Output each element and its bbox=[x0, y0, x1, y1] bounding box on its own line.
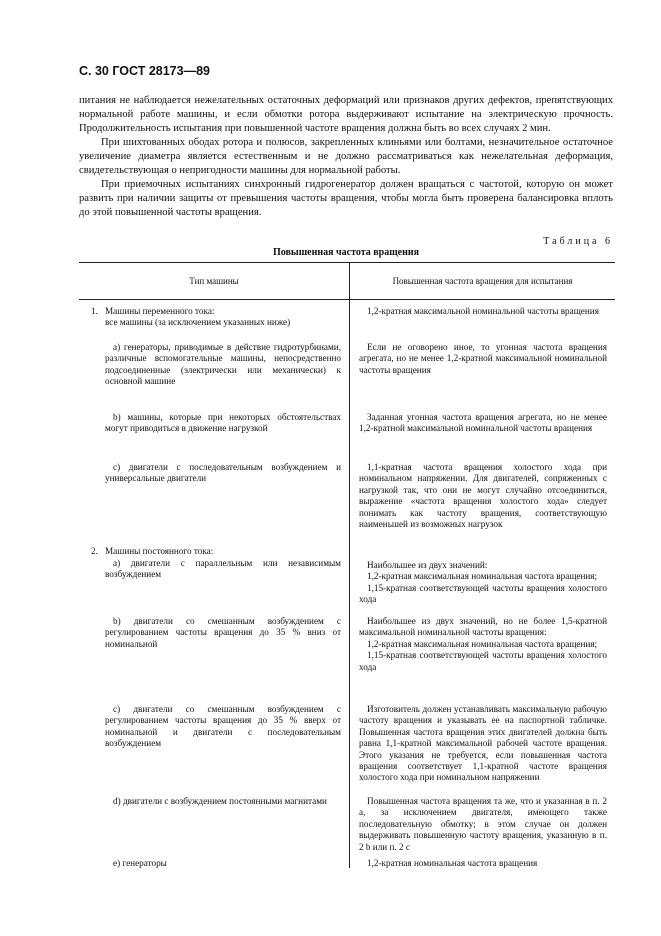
table-cell-type: е) генераторы bbox=[113, 858, 167, 868]
table-cell-type: b) машины, которые при некоторых обстоятельствах могут приводиться в движение нагрузкой bbox=[105, 412, 341, 434]
value-line: 1,2-кратная максимальная номинальная частота вращения; bbox=[367, 638, 598, 649]
table-label: Таблица 6 bbox=[543, 236, 613, 247]
table-cell-value bbox=[359, 616, 607, 673]
table-cell-type: а) двигатели с параллельным или независимым возбуждением bbox=[105, 558, 341, 580]
section-1-heading bbox=[91, 306, 341, 329]
table-cell-type: с) двигатели со смешанным возбуждением с регулированием частоты вращения до 35 % вверх от номинальной и двигатели с последовательным возбуждением bbox=[105, 704, 341, 749]
column-divider bbox=[349, 300, 350, 868]
table-cell-value: Заданная угонная частота вращения агрегата, но не менее 1,2-кратной максимальной номинальной частоты вращения bbox=[359, 412, 607, 434]
table-cell-value: 1,2-кратная номинальная частота вращения bbox=[367, 858, 538, 868]
value-line: 1,15-кратная соответствующей частоты вращения холостого хода bbox=[359, 582, 607, 605]
section-number: 1. bbox=[91, 306, 98, 316]
table-cell-value: Повышенная частота вращения та же, что и указанная в п. 2 а, за исключением двигателя, имеющего также последовательную обмотку; в этом случае он должен выдерживать повышенную частоту вращения, указанную в п. 2 b или п. 2 с bbox=[359, 796, 607, 852]
table-cell-type: а) генераторы, приводимые в действие гидротурбинами, различные вспомогательные машины, непосредственно подсоединенные (электрически или механически) к основной машине bbox=[105, 342, 341, 387]
section-title: Машины переменного тока: bbox=[105, 306, 215, 316]
col-header-machine-type: Тип машины bbox=[189, 276, 239, 286]
table-cell-value: 1,1-кратная частота вращения холостого хода при номинальном напряжении. Для двигателей, сопряженных с нагрузкой так, что они не могут случайно отсоединиться, выражение «частота вращения холостого хода» следует понимать как частоту вращения, соответствующую наименьшей из возможных нагрузок bbox=[359, 462, 607, 530]
col-header-test-speed: Повышенная частота вращения для испытания bbox=[349, 263, 615, 299]
table-cell-value: 1,2-кратная максимальной номинальной частоты вращения bbox=[367, 306, 599, 316]
table-header-row bbox=[79, 263, 615, 299]
value-line: Наибольшее из двух значений: bbox=[367, 560, 488, 570]
table-title: Повышенная частота вращения bbox=[272, 247, 420, 258]
section-title: Машины постоянного тока: bbox=[105, 546, 214, 556]
table-cell-value bbox=[359, 560, 607, 606]
value-line: 1,15-кратная соответствующей частоты вращения холостого хода bbox=[359, 650, 607, 672]
paragraph: питания не наблюдается нежелательных остаточных деформаций или признаков других дефектов, препятствующих нормальной работе машины, и если обмотки ротора выдерживают испытание на электрическую прочность. Продолжительность испытания при повышенной частоте вращения должна быть во всех случаях 2 мин. bbox=[79, 95, 613, 134]
table-cell-type: с) двигатели с последовательным возбуждением и универсальные двигатели bbox=[105, 462, 341, 484]
section-2-heading bbox=[91, 546, 341, 557]
speed-table bbox=[79, 262, 615, 868]
table-body bbox=[79, 300, 615, 868]
paragraph: При шихтованных ободах ротора и полюсов, закрепленных клиньями или болтами, незначительное остаточное увеличение диаметра является естественным и не должно рассматриваться как нежелательная деформация, свидетельствующая о непригодности машины для нормальной работы. bbox=[79, 137, 613, 176]
section-number: 2. bbox=[91, 546, 98, 556]
value-line: 1,2-кратная максимальная номинальная частота вращения; bbox=[367, 571, 598, 582]
table-cell-type: b) двигатели со смешанным возбуждением с регулированием частоты вращения до 35 % вниз от номинальной bbox=[105, 616, 341, 649]
intro-text bbox=[79, 94, 613, 220]
page-header: С. 30 ГОСТ 28173—89 bbox=[79, 64, 210, 78]
section-subtitle: все машины (за исключением указанных ниже) bbox=[105, 317, 291, 328]
table-cell-value: Если не оговорено иное, то угонная частота вращения агрегата, но не менее 1,2-кратной максимальной номинальной частоты вращения bbox=[359, 342, 607, 375]
value-line: Наибольшее из двух значений, но не более 1,5-кратной максимальной номинальной частоты вращения: bbox=[359, 616, 607, 638]
table-cell-value: Изготовитель должен устанавливать максимальную рабочую частоту вращения и указывать ее на паспортной табличке. Повышенная частота вращения этих двигателей должна быть равна 1,1-кратной максимальной рабочей частоте вращения. Этого указания не требуется, если повышенная частота вращения соответствует 1,1-кратной частоте вращения холостого хода при номинальном напряжении bbox=[359, 704, 607, 783]
paragraph: При приемочных испытаниях синхронный гидрогенератор должен вращаться с частотой, которую он может развить при наличии защиты от превышения частоты вращения, чтобы могла быть проверена балансировка вплоть до этой повышенной частоты вращения. bbox=[79, 179, 613, 218]
table-cell-type: d) двигатели с возбуждением постоянными магнитами bbox=[113, 796, 327, 806]
